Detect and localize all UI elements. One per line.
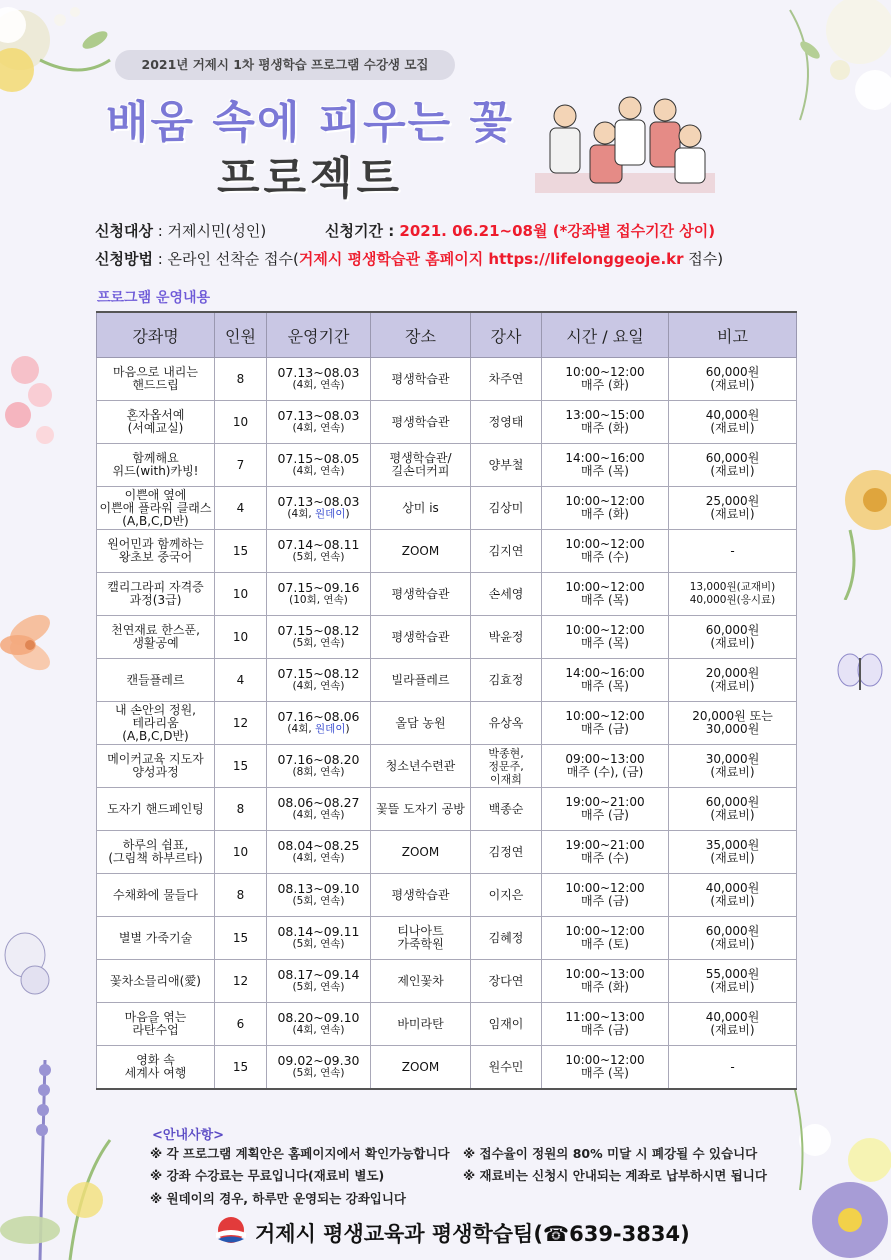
- homepage-link[interactable]: 거제시 평생학습관 홈페이지 https://lifelonggeoje.kr: [298, 250, 684, 268]
- info-target-line: [95, 220, 266, 241]
- note-cell: 30,000원 (재료비): [669, 745, 797, 788]
- flower-decoration-right-middle: [820, 460, 891, 600]
- sessions-count: (5회, 연속): [292, 1067, 345, 1079]
- table-row: [97, 530, 797, 573]
- sessions-count: (5회, 연속): [292, 938, 345, 950]
- table-row: [97, 573, 797, 616]
- flower-decoration-left-peach: [0, 600, 70, 700]
- note-cell: 60,000원 (재료비): [669, 917, 797, 960]
- period-cell: [267, 573, 371, 616]
- note-cell: 60,000원 (재료비): [669, 616, 797, 659]
- header-note: 비고: [669, 312, 797, 358]
- header-period: 운영기간: [267, 312, 371, 358]
- period-sep: :: [382, 222, 400, 240]
- sessions-count: (8회, 연속): [292, 766, 345, 778]
- place-cell: 평생학습관: [371, 401, 471, 444]
- period-cell: [267, 831, 371, 874]
- geoje-city-logo-icon: [213, 1216, 249, 1246]
- period-cell: [267, 487, 371, 530]
- section-title: 프로그램 운영내용: [97, 290, 211, 306]
- course-name-cell: 이쁜애 옆에 이쁜애 플라워 클래스 (A,B,C,D반): [97, 487, 215, 530]
- instructor-cell: 백종순: [471, 788, 542, 831]
- period-sessions: [269, 766, 368, 779]
- sessions-count: (4회, 연속): [292, 1024, 345, 1036]
- time-day-cell: 11:00~13:00 매주 (금): [542, 1003, 669, 1046]
- period-dates: 09.02~09.30: [277, 1053, 360, 1068]
- period-sessions: [269, 981, 368, 994]
- sessions-count: (4회, 연속): [292, 379, 345, 391]
- capacity-cell: 8: [215, 874, 267, 917]
- instructor-cell: 김지연: [471, 530, 542, 573]
- capacity-cell: 4: [215, 659, 267, 702]
- place-cell: 제인꽃차: [371, 960, 471, 1003]
- note-cell: 35,000원 (재료비): [669, 831, 797, 874]
- header-instructor: 강사: [471, 312, 542, 358]
- course-name-cell: 혼자옵서예 (서예교실): [97, 401, 215, 444]
- time-day-cell: 10:00~12:00 매주 (화): [542, 487, 669, 530]
- instructor-cell: 김정연: [471, 831, 542, 874]
- course-name-cell: 함께해요 위드(with)카빙!: [97, 444, 215, 487]
- period-dates: 07.16~08.06: [277, 709, 360, 724]
- table-row: [97, 616, 797, 659]
- period-sessions: [269, 594, 368, 607]
- capacity-cell: 15: [215, 530, 267, 573]
- period-dates: 08.17~09.14: [277, 967, 360, 982]
- sessions-count: (4회, 연속): [292, 809, 345, 821]
- note-cell: -: [669, 1046, 797, 1090]
- notice-item: ※ 재료비는 신청시 안내되는 계좌로 납부하시면 됩니다: [463, 1168, 767, 1183]
- instructor-cell: 장다연: [471, 960, 542, 1003]
- period-sessions: [269, 680, 368, 693]
- course-name-cell: 천연재료 한스푼, 생활공예: [97, 616, 215, 659]
- place-cell: 꽃뜰 도자기 공방: [371, 788, 471, 831]
- period-cell: [267, 1003, 371, 1046]
- place-cell: ZOOM: [371, 1046, 471, 1090]
- place-cell: ZOOM: [371, 530, 471, 573]
- time-day-cell: 10:00~12:00 매주 (금): [542, 874, 669, 917]
- period-dates: 07.15~08.12: [277, 623, 360, 638]
- info-period-line: [325, 220, 715, 241]
- period-sessions: [269, 852, 368, 865]
- capacity-cell: 4: [215, 487, 267, 530]
- table-row: [97, 487, 797, 530]
- period-dates: 07.15~09.16: [277, 580, 360, 595]
- notice-title: <안내사항>: [152, 1128, 225, 1143]
- course-name-cell: 캘리그라피 자격증 과정(3급): [97, 573, 215, 616]
- instructor-cell: 김효정: [471, 659, 542, 702]
- time-day-cell: 13:00~15:00 매주 (화): [542, 401, 669, 444]
- period-dates: 07.15~08.05: [277, 451, 360, 466]
- place-cell: 티나아트 가죽학원: [371, 917, 471, 960]
- period-label: 신청기간: [325, 222, 383, 240]
- period-cell: [267, 788, 371, 831]
- header-course-name: 강좌명: [97, 312, 215, 358]
- table-row: [97, 401, 797, 444]
- sessions-count: (5회, 연속): [292, 981, 345, 993]
- time-day-cell: 14:00~16:00 매주 (목): [542, 444, 669, 487]
- capacity-cell: 8: [215, 358, 267, 401]
- instructor-cell: 손세영: [471, 573, 542, 616]
- period-dates: 07.16~08.20: [277, 752, 360, 767]
- period-dates: 07.14~08.11: [277, 537, 360, 552]
- sessions-count: (4회,: [287, 723, 316, 735]
- header-place: 장소: [371, 312, 471, 358]
- period-cell: [267, 702, 371, 745]
- instructor-cell: 유상옥: [471, 702, 542, 745]
- program-table-body: [97, 358, 797, 1090]
- program-table: [96, 311, 797, 1090]
- course-name-cell: 영화 속 세계사 여행: [97, 1046, 215, 1090]
- note-cell: 40,000원 (재료비): [669, 1003, 797, 1046]
- period-sessions: [269, 895, 368, 908]
- info-method-line: [95, 248, 723, 269]
- course-name-cell: 마음을 엮는 라탄수업: [97, 1003, 215, 1046]
- note-cell: 20,000원 (재료비): [669, 659, 797, 702]
- table-row: [97, 831, 797, 874]
- period-dates: 08.04~08.25: [277, 838, 360, 853]
- target-value: : 거제시민(성인): [152, 222, 267, 240]
- place-cell: 빌라플레르: [371, 659, 471, 702]
- flower-decoration-top-right: [760, 0, 891, 150]
- period-value: 2021. 06.21~08월 (*강좌별 접수기간 상이): [399, 222, 716, 240]
- sessions-count: (4회, 연속): [292, 465, 345, 477]
- period-cell: [267, 616, 371, 659]
- method-label: 신청방법: [95, 250, 153, 268]
- sessions-count: (5회, 연속): [292, 895, 345, 907]
- page-title-line1: 배움 속에 피우는 꽃: [106, 97, 514, 148]
- people-illustration: [535, 88, 715, 193]
- table-row: [97, 659, 797, 702]
- instructor-cell: 박윤정: [471, 616, 542, 659]
- capacity-cell: 10: [215, 831, 267, 874]
- period-dates: 07.13~08.03: [277, 365, 360, 380]
- capacity-cell: 10: [215, 616, 267, 659]
- time-day-cell: 09:00~13:00 매주 (수), (금): [542, 745, 669, 788]
- sessions-count: (4회, 연속): [292, 422, 345, 434]
- period-cell: [267, 659, 371, 702]
- place-cell: 평생학습관: [371, 573, 471, 616]
- period-sessions: (4회, 원데이): [287, 508, 350, 520]
- period-sessions: [269, 1067, 368, 1080]
- note-cell: 60,000원 (재료비): [669, 788, 797, 831]
- subtitle-banner: 2021년 거제시 1차 평생학습 프로그램 수강생 모집: [115, 50, 455, 80]
- time-day-cell: 10:00~12:00 매주 (토): [542, 917, 669, 960]
- period-dates: 07.13~08.03: [277, 494, 360, 509]
- place-cell: 바미라탄: [371, 1003, 471, 1046]
- capacity-cell: 15: [215, 917, 267, 960]
- capacity-cell: 15: [215, 1046, 267, 1090]
- target-label: 신청대상: [95, 222, 153, 240]
- course-name-cell: 메이커교육 지도자 양성과정: [97, 745, 215, 788]
- period-sessions: [269, 938, 368, 951]
- period-cell: [267, 530, 371, 573]
- period-cell: [267, 874, 371, 917]
- period-dates: 08.06~08.27: [277, 795, 360, 810]
- sessions-count: (10회, 연속): [289, 594, 348, 606]
- capacity-cell: 7: [215, 444, 267, 487]
- flower-decoration-left-middle: [0, 340, 80, 460]
- period-dates: 08.13~09.10: [277, 881, 360, 896]
- method-suffix: 접수): [683, 250, 724, 268]
- period-sessions: [269, 637, 368, 650]
- oneday-label: 원데이: [315, 723, 346, 735]
- page-title-line2: 프로젝트: [216, 153, 403, 204]
- table-row: [97, 960, 797, 1003]
- butterfly-icon: [835, 650, 885, 700]
- capacity-cell: 10: [215, 573, 267, 616]
- note-cell: 20,000원 또는 30,000원: [669, 702, 797, 745]
- period-cell: [267, 401, 371, 444]
- course-name-cell: 별별 가죽기술: [97, 917, 215, 960]
- notice-item: ※ 접수율이 정원의 80% 미달 시 폐강될 수 있습니다: [463, 1146, 758, 1161]
- instructor-cell: 임재이: [471, 1003, 542, 1046]
- table-header-row: [97, 312, 797, 358]
- note-cell: 25,000원 (재료비): [669, 487, 797, 530]
- place-cell: 평생학습관/ 길손더커피: [371, 444, 471, 487]
- period-sessions: [269, 809, 368, 822]
- place-cell: ZOOM: [371, 831, 471, 874]
- instructor-cell: 차주연: [471, 358, 542, 401]
- sessions-count: (4회, 연속): [292, 680, 345, 692]
- period-sessions: [269, 379, 368, 392]
- footer-contact: 거제시 평생교육과 평생학습팀(☎639-3834): [255, 1222, 690, 1246]
- time-day-cell: 10:00~12:00 매주 (수): [542, 530, 669, 573]
- table-row: [97, 788, 797, 831]
- course-name-cell: 캔들플레르: [97, 659, 215, 702]
- course-name-cell: 내 손안의 정원, 테라리움 (A,B,C,D반): [97, 702, 215, 745]
- period-dates: 08.14~09.11: [277, 924, 360, 939]
- instructor-cell: 원수민: [471, 1046, 542, 1090]
- table-row: [97, 1046, 797, 1090]
- place-cell: 청소년수련관: [371, 745, 471, 788]
- capacity-cell: 8: [215, 788, 267, 831]
- time-day-cell: 10:00~12:00 매주 (목): [542, 1046, 669, 1090]
- instructor-cell: 정영태: [471, 401, 542, 444]
- course-name-cell: 하루의 쉼표, (그림책 하부르타): [97, 831, 215, 874]
- instructor-cell: 김상미: [471, 487, 542, 530]
- header-time-day: 시간 / 요일: [542, 312, 669, 358]
- time-day-cell: 19:00~21:00 매주 (금): [542, 788, 669, 831]
- notice-item: ※ 강좌 수강료는 무료입니다(재료비 별도): [150, 1168, 385, 1183]
- period-dates: 07.15~08.12: [277, 666, 360, 681]
- table-row: [97, 444, 797, 487]
- table-row: [97, 874, 797, 917]
- instructor-cell: 양부철: [471, 444, 542, 487]
- period-dates: 08.20~09.10: [277, 1010, 360, 1025]
- method-value: : 온라인 선착순 접수(: [152, 250, 299, 268]
- time-day-cell: 19:00~21:00 매주 (수): [542, 831, 669, 874]
- period-cell: [267, 745, 371, 788]
- table-row: [97, 917, 797, 960]
- place-cell: 평생학습관: [371, 616, 471, 659]
- period-cell: [267, 960, 371, 1003]
- time-day-cell: 10:00~12:00 매주 (목): [542, 616, 669, 659]
- sessions-count: (5회, 연속): [292, 551, 345, 563]
- sessions-count: (4회, 연속): [292, 852, 345, 864]
- place-cell: 상미 is: [371, 487, 471, 530]
- note-cell: 60,000원 (재료비): [669, 358, 797, 401]
- place-cell: 평생학습관: [371, 358, 471, 401]
- notice-item: ※ 각 프로그램 계획안은 홈페이지에서 확인가능합니다: [150, 1146, 450, 1161]
- note-cell: 60,000원 (재료비): [669, 444, 797, 487]
- course-name-cell: 도자기 핸드페인팅: [97, 788, 215, 831]
- time-day-cell: 14:00~16:00 매주 (목): [542, 659, 669, 702]
- period-sessions: [269, 551, 368, 564]
- header-capacity: 인원: [215, 312, 267, 358]
- instructor-cell: 이지은: [471, 874, 542, 917]
- period-sessions: [269, 422, 368, 435]
- period-sessions: [269, 1024, 368, 1037]
- period-cell: [267, 1046, 371, 1090]
- capacity-cell: 6: [215, 1003, 267, 1046]
- course-name-cell: 원어민과 함께하는 왕초보 중국어: [97, 530, 215, 573]
- note-cell: -: [669, 530, 797, 573]
- course-name-cell: 꽃차소믈리애(愛): [97, 960, 215, 1003]
- capacity-cell: 12: [215, 702, 267, 745]
- period-cell: [267, 917, 371, 960]
- capacity-cell: 12: [215, 960, 267, 1003]
- instructor-cell: 박종현, 정문주, 이재희: [471, 745, 542, 788]
- notice-item: ※ 원데이의 경우, 하루만 운영되는 강좌입니다: [150, 1191, 407, 1206]
- note-cell: 40,000원 (재료비): [669, 874, 797, 917]
- table-row: [97, 745, 797, 788]
- time-day-cell: 10:00~12:00 매주 (금): [542, 702, 669, 745]
- table-row: [97, 1003, 797, 1046]
- time-day-cell: 10:00~13:00 매주 (화): [542, 960, 669, 1003]
- table-row: [97, 358, 797, 401]
- period-cell: [267, 444, 371, 487]
- sessions-count: (4회,: [287, 508, 316, 520]
- time-day-cell: 10:00~12:00 매주 (화): [542, 358, 669, 401]
- period-dates: 07.13~08.03: [277, 408, 360, 423]
- butterfly-icon: [0, 930, 60, 1000]
- note-cell: 13,000원(교재비) 40,000원(응시료): [669, 573, 797, 616]
- period-sessions: (4회, 원데이): [287, 723, 350, 735]
- instructor-cell: 김혜정: [471, 917, 542, 960]
- time-day-cell: 10:00~12:00 매주 (목): [542, 573, 669, 616]
- note-cell: 40,000원 (재료비): [669, 401, 797, 444]
- period-cell: [267, 358, 371, 401]
- sessions-count: (5회, 연속): [292, 637, 345, 649]
- capacity-cell: 15: [215, 745, 267, 788]
- table-row: [97, 702, 797, 745]
- course-name-cell: 수채화에 물들다: [97, 874, 215, 917]
- oneday-label: 원데이: [315, 508, 346, 520]
- place-cell: 올담 농원: [371, 702, 471, 745]
- note-cell: 55,000원 (재료비): [669, 960, 797, 1003]
- capacity-cell: 10: [215, 401, 267, 444]
- course-name-cell: 마음으로 내리는 핸드드립: [97, 358, 215, 401]
- period-sessions: [269, 465, 368, 478]
- place-cell: 평생학습관: [371, 874, 471, 917]
